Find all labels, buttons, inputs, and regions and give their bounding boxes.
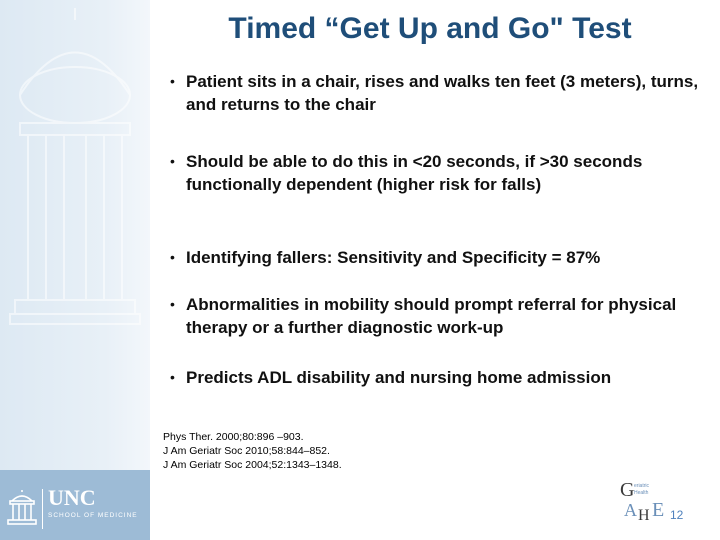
unc-logo-text: UNC xyxy=(48,485,96,510)
school-of-medicine-text: SCHOOL OF MEDICINE xyxy=(48,512,138,519)
bullet-glyph: • xyxy=(170,153,175,169)
bullet-item-3 xyxy=(170,246,706,269)
references xyxy=(163,430,342,472)
svg-text:A: A xyxy=(624,500,637,520)
svg-text:H: H xyxy=(638,507,650,524)
svg-text:E: E xyxy=(652,499,665,521)
bullet-item-1 xyxy=(170,70,706,116)
bullet-text: Should be able to do this in <20 seconds, if >30 seconds functionally dependent (higher risk for falls) xyxy=(186,152,643,194)
bullet-glyph: • xyxy=(170,296,175,312)
reference-line: J Am Geriatr Soc 2010;58:844–852. xyxy=(163,445,330,457)
logo-divider xyxy=(42,489,43,529)
bullet-text: Identifying fallers: Sensitivity and Specificity = 87% xyxy=(186,248,601,267)
bell-tower-image xyxy=(0,0,150,470)
bullet-text: Predicts ADL disability and nursing home admission xyxy=(186,368,612,387)
svg-text:eriatric: eriatric xyxy=(634,483,650,489)
geriatrics-logo-icon xyxy=(618,476,666,524)
unc-dome-icon xyxy=(7,490,37,526)
bullet-glyph: • xyxy=(170,73,175,89)
bullet-item-2 xyxy=(170,150,706,196)
page-number: 12 xyxy=(670,508,684,522)
svg-text:Health: Health xyxy=(634,490,649,496)
bullet-item-5 xyxy=(170,366,706,389)
bullet-text: Abnormalities in mobility should prompt referral for physical therapy or a further diagnostic work-up xyxy=(186,295,677,337)
bullet-glyph: • xyxy=(170,369,175,385)
bullet-item-4 xyxy=(170,293,706,339)
reference-line: Phys Ther. 2000;80:896 –903. xyxy=(163,431,304,443)
slide-title: Timed “Get Up and Go" Test xyxy=(228,12,632,45)
reference-line: J Am Geriatr Soc 2004;52:1343–1348. xyxy=(163,459,342,471)
svg-text:G: G xyxy=(620,479,635,501)
bullet-text: Patient sits in a chair, rises and walks ten feet (3 meters), turns, and returns to the chair xyxy=(186,72,699,114)
bullet-glyph: • xyxy=(170,249,175,265)
